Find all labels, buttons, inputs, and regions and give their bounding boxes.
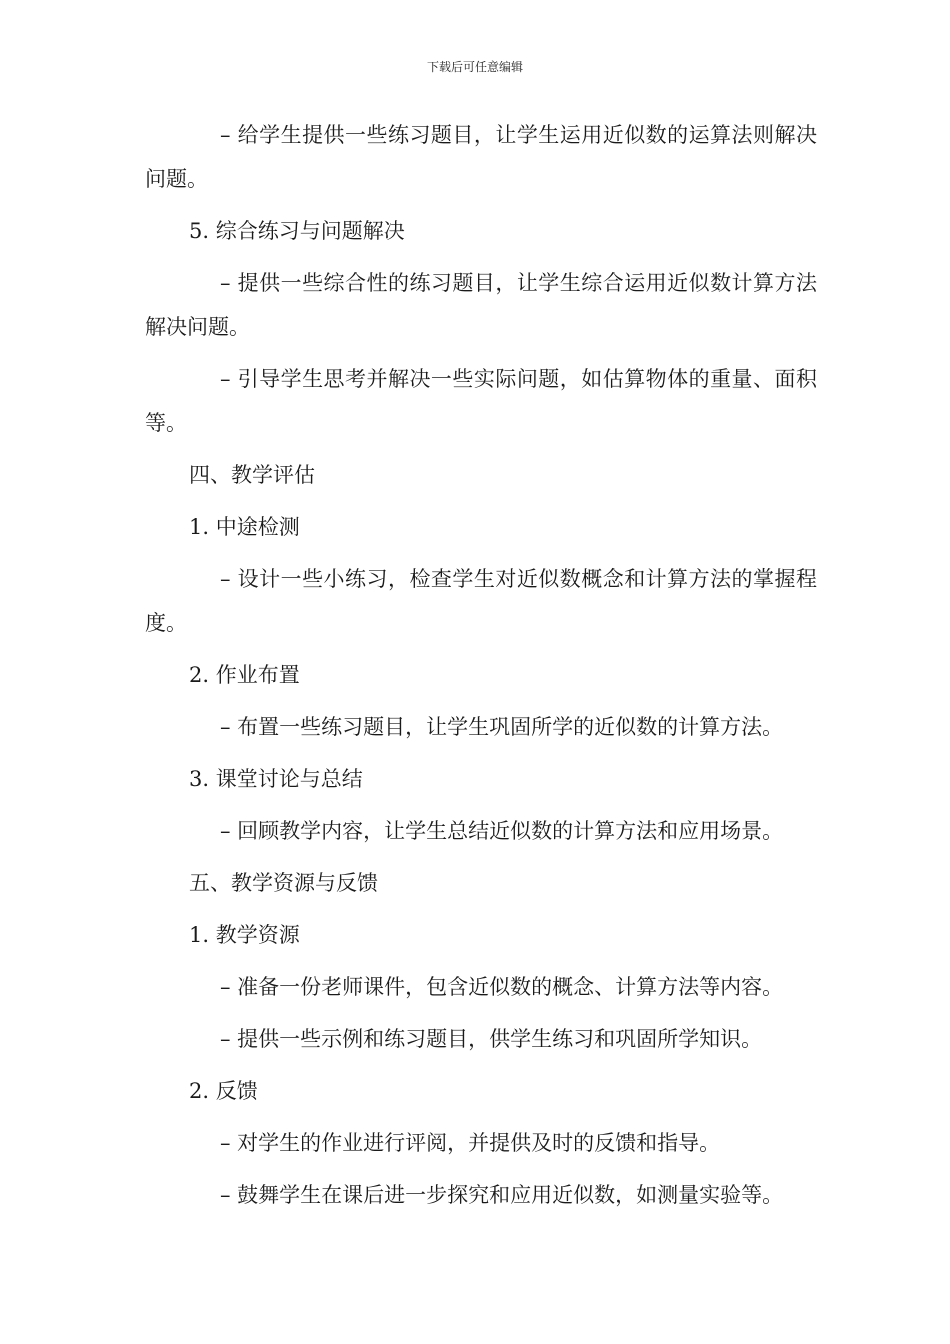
section-heading: 1. 教学资源 (189, 923, 300, 947)
section-heading: 3. 课堂讨论与总结 (189, 767, 363, 791)
section-heading: 5. 综合练习与问题解决 (189, 219, 405, 243)
paragraph-bullet: – 布置一些练习题目，让学生巩固所学的近似数的计算方法。 (220, 715, 784, 739)
section-heading: 2. 反馈 (189, 1079, 258, 1103)
section-heading: 四、教学评估 (189, 463, 315, 487)
section-heading: 2. 作业布置 (189, 663, 300, 687)
paragraph-bullet: – 回顾教学内容，让学生总结近似数的计算方法和应用场景。 (220, 819, 784, 843)
section-heading: 1. 中途检测 (189, 515, 300, 539)
paragraph-bullet: – 对学生的作业进行评阅，并提供及时的反馈和指导。 (220, 1131, 721, 1155)
page-header: 下载后可任意编辑 (426, 60, 523, 74)
paragraph-bullet: – 提供一些示例和练习题目，供学生练习和巩固所学知识。 (220, 1027, 763, 1051)
paragraph-bullet: – 准备一份老师课件，包含近似数的概念、计算方法等内容。 (220, 975, 784, 999)
paragraph-bullet: – 给学生提供一些练习题目，让学生运用近似数的运算法则解决问题。 (145, 123, 817, 191)
document-body (145, 113, 817, 1225)
paragraph-bullet: – 设计一些小练习，检查学生对近似数概念和计算方法的掌握程度。 (145, 567, 817, 635)
section-heading: 五、教学资源与反馈 (189, 871, 378, 895)
paragraph-bullet: – 提供一些综合性的练习题目，让学生综合运用近似数计算方法解决问题。 (145, 271, 817, 339)
paragraph-bullet: – 引导学生思考并解决一些实际问题，如估算物体的重量、面积等。 (145, 367, 817, 435)
paragraph-bullet: – 鼓舞学生在课后进一步探究和应用近似数，如测量实验等。 (220, 1183, 784, 1207)
